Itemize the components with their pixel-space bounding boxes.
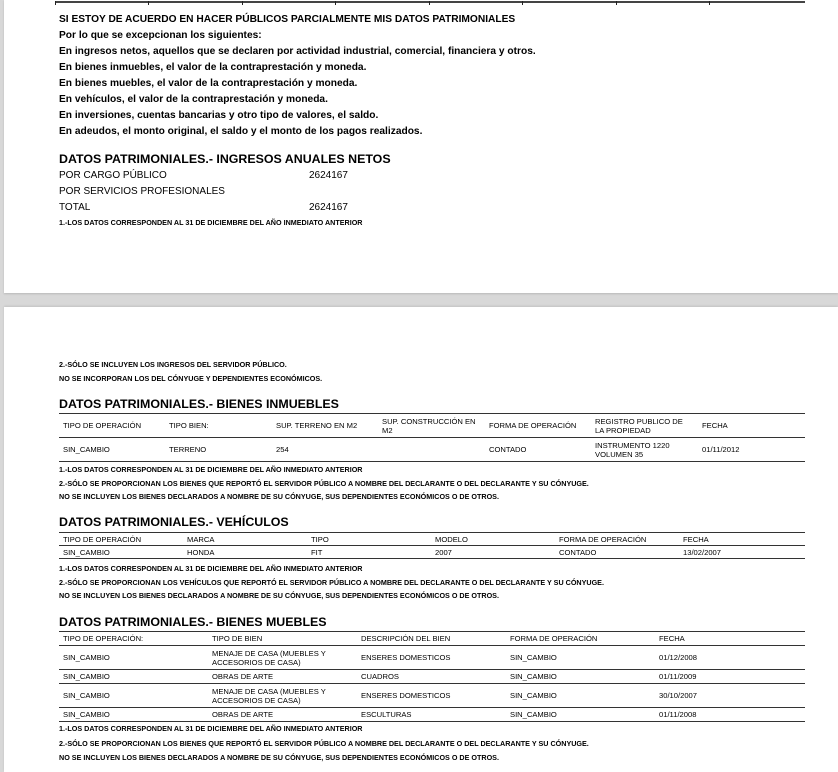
table-cell: 01/11/2012 xyxy=(698,438,805,462)
column-header: TIPO DE OPERACIÓN xyxy=(59,414,165,438)
table-cell: CUADROS xyxy=(357,670,506,684)
table-cell: SIN_CAMBIO xyxy=(506,708,655,722)
column-header: SUP. TERRENO EN M2 xyxy=(272,414,378,438)
disclosure-line: En bienes inmuebles, el valor de la contraprestación y moneda. xyxy=(59,62,367,73)
column-tick xyxy=(429,1,430,5)
footnote: 1.-LOS DATOS CORRESPONDEN AL 31 DE DICIEMBRE DEL AÑO INMEDIATO ANTERIOR xyxy=(59,724,363,733)
table-cell: SIN_CAMBIO xyxy=(59,438,165,462)
column-header: MARCA xyxy=(183,533,307,546)
income-row-cargo-publico xyxy=(59,170,348,181)
column-tick xyxy=(522,1,523,5)
document-page-1 xyxy=(4,0,838,293)
column-header: FECHA xyxy=(655,632,805,646)
table-cell: INSTRUMENTO 1220 VOLUMEN 35 xyxy=(591,438,698,462)
footnote: 2.-SÓLO SE PROPORCIONAN LOS VEHÍCULOS QUE REPORTÓ EL SERVIDOR PÚBLICO A NOMBRE DEL DECLARANTE O DEL DECLARANTE Y SU CÓNYUGE. xyxy=(59,578,604,587)
column-header: REGISTRO PUBLICO DE LA PROPIEDAD xyxy=(591,414,698,438)
document-page-2 xyxy=(4,307,838,772)
table-cell: MENAJE DE CASA (MUEBLES Y ACCESORIOS DE CASA) xyxy=(208,684,357,708)
table-cell: 01/12/2008 xyxy=(655,646,805,670)
income-value: 2624167 xyxy=(309,202,348,213)
footnote: 2.-SÓLO SE PROPORCIONAN LOS BIENES QUE REPORTÓ EL SERVIDOR PÚBLICO A NOMBRE DEL DECLARANTE O DEL DECLARANTE Y SU CÓNYUGE. xyxy=(59,739,589,748)
income-row-servicios xyxy=(59,186,225,197)
footnote: 1.-LOS DATOS CORRESPONDEN AL 31 DE DICIEMBRE DEL AÑO INMEDIATO ANTERIOR xyxy=(59,465,363,474)
column-header: TIPO DE BIEN xyxy=(208,632,357,646)
disclosure-title: SI ESTOY DE ACUERDO EN HACER PÚBLICOS PARCIALMENTE MIS DATOS PATRIMONIALES xyxy=(59,14,516,25)
section-heading-ingresos: DATOS PATRIMONIALES.- INGRESOS ANUALES NETOS xyxy=(59,152,391,166)
column-header: TIPO xyxy=(307,533,431,546)
column-header: FORMA DE OPERACIÓN xyxy=(506,632,655,646)
disclosure-line: En adeudos, el monto original, el saldo y el monto de los pagos realizados. xyxy=(59,126,423,137)
disclosure-line: En bienes muebles, el valor de la contraprestación y moneda. xyxy=(59,78,358,89)
column-header: TIPO DE OPERACIÓN: xyxy=(59,632,208,646)
disclosure-line: En inversiones, cuentas bancarias y otro tipo de valores, el saldo. xyxy=(59,110,379,121)
table-cell: SIN_CAMBIO xyxy=(506,684,655,708)
table-cell: OBRAS DE ARTE xyxy=(208,670,357,684)
disclosure-line: Por lo que se excepcionan los siguientes: xyxy=(59,30,262,41)
column-header: FECHA xyxy=(679,533,805,546)
table-cell: MENAJE DE CASA (MUEBLES Y ACCESORIOS DE CASA) xyxy=(208,646,357,670)
footnote: NO SE INCLUYEN LOS BIENES DECLARADOS A NOMBRE DE SU CÓNYUGE, SUS DEPENDIENTES ECONÓMICOS O DE OTROS. xyxy=(59,591,499,600)
column-tick xyxy=(709,1,710,5)
disclosure-line: En ingresos netos, aquellos que se declaren por actividad industrial, comercial, financiera y otros. xyxy=(59,46,536,57)
footnote: 1.-LOS DATOS CORRESPONDEN AL 31 DE DICIEMBRE DEL AÑO INMEDIATO ANTERIOR xyxy=(59,218,363,227)
table-row xyxy=(59,670,805,684)
table-cell: OBRAS DE ARTE xyxy=(208,708,357,722)
table-cell: 2007 xyxy=(431,546,555,559)
table-cell xyxy=(378,438,485,462)
muebles-table xyxy=(59,631,805,722)
table-header-row xyxy=(59,414,805,438)
table-cell: 254 xyxy=(272,438,378,462)
section-heading-vehiculos: DATOS PATRIMONIALES.- VEHÍCULOS xyxy=(59,515,289,529)
footnote: 2.-SÓLO SE PROPORCIONAN LOS BIENES QUE REPORTÓ EL SERVIDOR PÚBLICO A NOMBRE DEL DECLARANTE O DEL DECLARANTE Y SU CÓNYUGE. xyxy=(59,479,589,488)
section-heading-muebles: DATOS PATRIMONIALES.- BIENES MUEBLES xyxy=(59,615,327,629)
column-header: FORMA DE OPERACIÓN xyxy=(485,414,591,438)
table-cell: 01/11/2009 xyxy=(655,670,805,684)
vehiculos-table xyxy=(59,532,805,559)
footnote: 1.-LOS DATOS CORRESPONDEN AL 31 DE DICIEMBRE DEL AÑO INMEDIATO ANTERIOR xyxy=(59,564,363,573)
column-tick xyxy=(335,1,336,5)
table-cell: SIN_CAMBIO xyxy=(506,670,655,684)
income-row-total xyxy=(59,202,348,213)
column-tick xyxy=(616,1,617,5)
table-cell: ENSERES DOMESTICOS xyxy=(357,684,506,708)
column-tick xyxy=(242,1,243,5)
table-cell: 30/10/2007 xyxy=(655,684,805,708)
table-cell: FIT xyxy=(307,546,431,559)
footnote: 2.-SÓLO SE INCLUYEN LOS INGRESOS DEL SERVIDOR PÚBLICO. xyxy=(59,360,287,369)
table-cell: SIN_CAMBIO xyxy=(59,684,208,708)
table-row xyxy=(59,708,805,722)
table-border-line xyxy=(55,1,805,3)
table-row xyxy=(59,684,805,708)
income-label: POR SERVICIOS PROFESIONALES xyxy=(59,186,225,197)
income-value: 2624167 xyxy=(309,170,348,181)
table-cell: CONTADO xyxy=(555,546,679,559)
table-cell: CONTADO xyxy=(485,438,591,462)
table-cell: ENSERES DOMESTICOS xyxy=(357,646,506,670)
inmuebles-table xyxy=(59,413,805,462)
table-row xyxy=(59,546,805,559)
column-tick xyxy=(55,1,56,5)
column-header: SUP. CONSTRUCCIÓN EN M2 xyxy=(378,414,485,438)
column-header: TIPO BIEN: xyxy=(165,414,272,438)
column-header: FECHA xyxy=(698,414,805,438)
column-header: FORMA DE OPERACIÓN xyxy=(555,533,679,546)
table-header-row xyxy=(59,632,805,646)
column-header: DESCRIPCIÓN DEL BIEN xyxy=(357,632,506,646)
table-cell: ESCULTURAS xyxy=(357,708,506,722)
table-cell: TERRENO xyxy=(165,438,272,462)
table-cell: 13/02/2007 xyxy=(679,546,805,559)
table-cell: SIN_CAMBIO xyxy=(59,546,183,559)
table-row xyxy=(59,438,805,462)
section-heading-inmuebles: DATOS PATRIMONIALES.- BIENES INMUEBLES xyxy=(59,397,339,411)
table-cell: 01/11/2008 xyxy=(655,708,805,722)
footnote: NO SE INCLUYEN LOS BIENES DECLARADOS A NOMBRE DE SU CÓNYUGE, SUS DEPENDIENTES ECONÓMICOS O DE OTROS. xyxy=(59,492,499,501)
footnote: NO SE INCLUYEN LOS BIENES DECLARADOS A NOMBRE DE SU CÓNYUGE, SUS DEPENDIENTES ECONÓMICOS O DE OTROS. xyxy=(59,753,499,762)
table-cell: SIN_CAMBIO xyxy=(506,646,655,670)
income-label: TOTAL xyxy=(59,202,91,213)
column-header: TIPO DE OPERACIÓN xyxy=(59,533,183,546)
column-tick xyxy=(148,1,149,5)
income-label: POR CARGO PÚBLICO xyxy=(59,170,167,181)
table-row xyxy=(59,646,805,670)
table-cell: SIN_CAMBIO xyxy=(59,708,208,722)
table-cell: HONDA xyxy=(183,546,307,559)
footnote: NO SE INCORPORAN LOS DEL CÓNYUGE Y DEPENDIENTES ECONÓMICOS. xyxy=(59,374,323,383)
table-cell: SIN_CAMBIO xyxy=(59,670,208,684)
disclosure-line: En vehículos, el valor de la contraprestación y moneda. xyxy=(59,94,328,105)
table-cell: SIN_CAMBIO xyxy=(59,646,208,670)
table-header-row xyxy=(59,533,805,546)
disclosure-statement xyxy=(59,12,536,140)
column-header: MODELO xyxy=(431,533,555,546)
